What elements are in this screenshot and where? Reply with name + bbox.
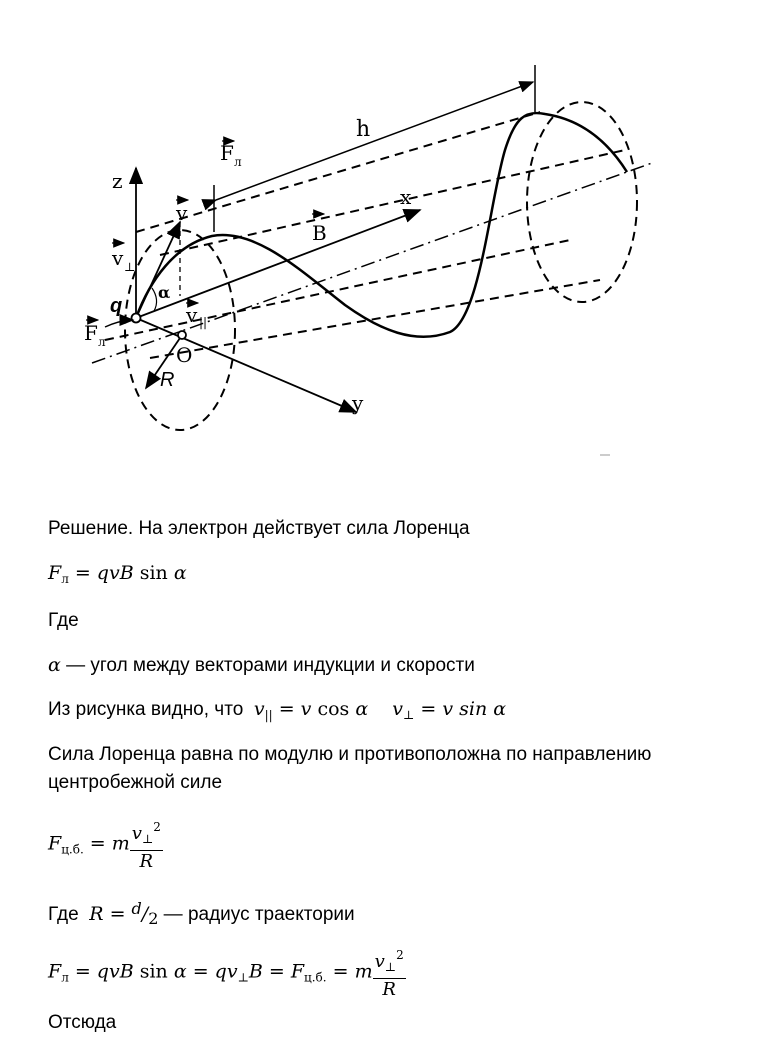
o-label: O (176, 343, 193, 367)
cylinder-bottom-edge (150, 280, 600, 358)
helix-trajectory-diagram (40, 40, 660, 460)
alpha-definition: α — угол между векторами индукции и скорости (48, 654, 475, 676)
radius-formula: $R = ^d/_2$ (89, 899, 159, 928)
v-par-sub: || (199, 315, 208, 329)
equality-formula: $F_л$ = qvB $\sin \alpha = qv_\perp B = F_{ц.б.} = m$ $\frac{v_\perp^2}{R}$ (48, 944, 406, 1002)
radius-def-text: — радиус траектории (163, 904, 355, 925)
f-top-letter: F (220, 141, 234, 165)
centrifugal-formula: $F_{ц.б.} = m$ $\frac{v_\perp^2}{R}$ (48, 816, 163, 873)
y-axis (136, 318, 356, 412)
components-formula: $v_{||} = v$ cos α $v_\perp = v$ sin α (253, 698, 507, 722)
v-perp-sub: ⊥ (124, 260, 136, 274)
hence-line: Отсюда (48, 1012, 117, 1033)
lorentz-formula: $F_л$ = qvB sin α (48, 562, 187, 586)
where-line-2: Где (48, 904, 79, 925)
x-label: x (400, 185, 412, 209)
radius-line (48, 896, 355, 932)
charge-point (132, 314, 141, 323)
r-label: R (160, 369, 175, 391)
z-label: z (112, 169, 123, 193)
components-line (48, 696, 506, 728)
lorentz-text-line2: центробежной силе (48, 772, 223, 793)
f-top-sub: л (234, 155, 242, 169)
v-par-label: v (186, 303, 198, 327)
lorentz-text-line1: Сила Лоренца равна по модулю и противоположна по направлению (48, 744, 652, 765)
alpha-label: α (158, 283, 171, 302)
v-label: v (176, 201, 188, 225)
cylinder-axis (92, 163, 652, 363)
solution-line: Решение. На электрон действует сила Лоренца (48, 518, 470, 539)
lorentz-force-arrow (105, 320, 133, 327)
where-line-1: Где (48, 610, 79, 631)
alpha-def-text: — угол между векторами индукции и скорости (66, 655, 475, 676)
alpha-arc (152, 288, 157, 311)
f-left-sub: л (98, 335, 106, 349)
b-letter: B (312, 221, 327, 245)
lorentz-force-top-label (220, 141, 242, 169)
v-perp-label: v (112, 246, 124, 270)
from-figure-text: Из рисунка видно, что (48, 699, 244, 720)
h-label: h (356, 117, 371, 142)
f-left-letter: F (84, 321, 98, 345)
cylinder-upper-edge (160, 150, 625, 255)
y-label: y (352, 391, 364, 415)
q-label: q (110, 295, 123, 317)
